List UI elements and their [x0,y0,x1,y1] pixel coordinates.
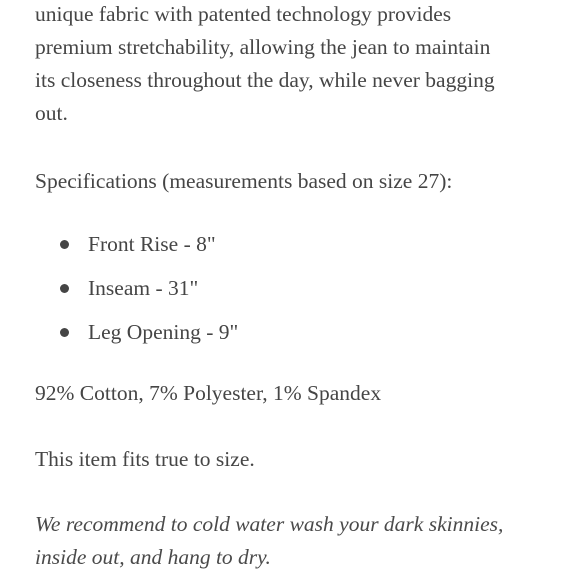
spec-item-leg-opening [0,316,238,360]
intro-line: unique fabric with patented technology provides [35,2,452,26]
specifications-heading: Specifications (measurements based on size 27): [35,169,453,193]
care-instructions [35,508,503,574]
fit-note: This item fits true to size. [35,447,255,471]
intro-paragraph [35,0,565,130]
bullet-icon [60,240,69,249]
bullet-icon [60,328,69,337]
intro-line: out. [35,101,68,125]
material-composition: 92% Cotton, 7% Polyester, 1% Spandex [35,381,382,405]
spec-item-inseam [0,272,238,316]
care-line: inside out, and hang to dry. [35,545,271,569]
bullet-icon [60,284,69,293]
intro-line: premium stretchability, allowing the jean to maintain [35,35,491,59]
care-line: We recommend to cold water wash your dark skinnies, [35,512,504,536]
intro-line: its closeness throughout the day, while never bagging [35,68,495,92]
spec-item-front-rise [0,228,238,272]
specifications-list [0,228,238,360]
spec-text: Front Rise - 8" [88,232,216,256]
spec-text: Inseam - 31" [88,276,199,300]
spec-text: Leg Opening - 9" [88,320,239,344]
